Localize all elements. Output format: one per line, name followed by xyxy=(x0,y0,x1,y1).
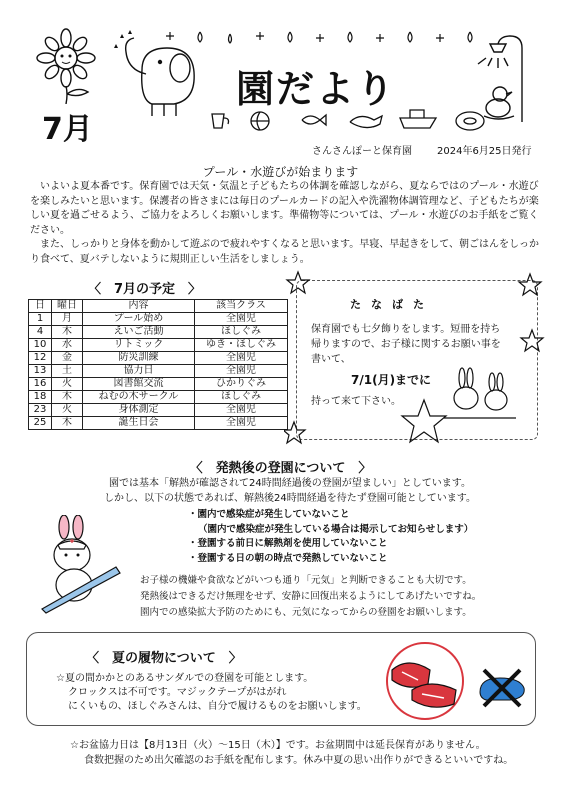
table-cell: 4 xyxy=(29,326,52,339)
column-header: 曜日 xyxy=(52,300,83,313)
table-cell: えいご活動 xyxy=(83,326,195,339)
table-cell: 全園児 xyxy=(195,365,288,378)
tanabata-deadline: 7/1(月)までに xyxy=(351,373,432,387)
table-cell: ほしぐみ xyxy=(195,391,288,404)
table-cell: 全園児 xyxy=(195,352,288,365)
note-line: 園内での感染拡大予防のためにも、元気になってからの登園をお願いします。 xyxy=(140,607,472,618)
summer-shoes-text xyxy=(56,672,367,714)
table-cell: 木 xyxy=(52,326,83,339)
sunflower-illustration xyxy=(28,28,112,104)
schedule-table xyxy=(28,299,288,430)
shoes-line: ☆夏の間かかとのあるサンダルでの登園を可能とします。 xyxy=(56,673,314,684)
table-cell: 木 xyxy=(52,417,83,430)
table-cell: 火 xyxy=(52,378,83,391)
table-row xyxy=(29,404,288,417)
table-cell: 25 xyxy=(29,417,52,430)
pool-heading: プール・水遊びが始まります xyxy=(202,165,359,179)
fever-conditions-list xyxy=(188,508,473,566)
fever-notes xyxy=(140,573,481,621)
tanabata-closing: 持って来て下さい。 xyxy=(311,396,401,407)
list-item: ・登園する前日に解熱剤を使用していないこと xyxy=(188,538,388,549)
table-row xyxy=(29,339,288,352)
table-cell: 16 xyxy=(29,378,52,391)
intro-paragraph: また、しっかりと身体を動かして遊ぶので疲れやすくなると思います。早寝、早起きをして、朝ごはんをしっかり食べて、夏バテしないように規則正しい生活をしましょう。 xyxy=(30,239,539,265)
note-line: お子様の機嫌や食欲などがいつも通り「元気」と判断できることも大切です。 xyxy=(140,575,472,586)
table-cell: 12 xyxy=(29,352,52,365)
shoes-line: にくいもの、ほしぐみさんは、自分で履けるものをお願いします。 xyxy=(68,701,367,712)
tanabata-heading: たなばた xyxy=(350,298,434,311)
table-cell: プール始め xyxy=(83,313,195,326)
footer-line: ☆お盆協力日は【8月13日（火）～15日（木）】です。お盆期間中は延長保育がありません。 xyxy=(70,740,486,751)
column-header: 内容 xyxy=(83,300,195,313)
list-item: （園内で感染症が発生している場合は掲示してお知らせします） xyxy=(198,523,474,535)
table-cell: 全園児 xyxy=(195,404,288,417)
nurse-bunny-thermometer-illustration xyxy=(34,515,134,615)
table-row xyxy=(29,417,288,430)
table-cell: ほしぐみ xyxy=(195,326,288,339)
fever-section-title: 〈 発熱後の登園について 〉 xyxy=(189,461,372,476)
sandals-illustration xyxy=(378,640,472,722)
table-cell: 18 xyxy=(29,391,52,404)
table-cell: 水 xyxy=(52,339,83,352)
table-cell: 1 xyxy=(29,313,52,326)
table-cell: 図書館交流 xyxy=(83,378,195,391)
water-drops-decoration xyxy=(160,26,490,50)
table-header-row xyxy=(29,300,288,313)
fever-intro xyxy=(50,476,530,506)
fever-intro-line: しかし、以下の状態であれば、解熱後24時間経過を待たず登園可能としています。 xyxy=(104,493,476,504)
tanabata-text: 保育園でも七夕飾りをします。短冊を持ち帰りますので、お子様に関するお願い事を書いて、 xyxy=(311,324,501,365)
bunnies-illustration xyxy=(440,362,520,422)
intro-paragraph: いよいよ夏本番です。保育園では天気・気温と子どもたちの体調を確認しながら、夏ならではのプール・水遊びを楽しみたいと思います。保護者の皆さまには毎日のプールカードの記入や洗濯物体調管理など、子どもたちが楽しい夏を過ごせるよう、ご協力をよろしくお願いします。準備物等については、プール・水遊びのお手紙をご覧ください。 xyxy=(30,181,539,236)
footer-line: 食数把握のため出欠確認のお手紙を配布します。休み中夏の思い出作りができるといいですね。 xyxy=(84,755,514,766)
summer-shoes-title: 〈 夏の履物について 〉 xyxy=(86,651,242,666)
table-row xyxy=(29,326,288,339)
note-line: 発熱後はできるだけ無理をせず、安静に回復出来るようにしてあげたいですね。 xyxy=(140,591,482,602)
table-cell: 全園児 xyxy=(195,417,288,430)
month-label: 7月 xyxy=(42,112,93,147)
table-cell: 10 xyxy=(29,339,52,352)
table-cell: リトミック xyxy=(83,339,195,352)
list-item: ・登園する日の朝の時点で発熱していないこと xyxy=(188,552,388,564)
table-cell: 誕生日会 xyxy=(83,417,195,430)
issuer-name: さんさんぽーと保育園 xyxy=(312,146,412,157)
table-row xyxy=(29,378,288,391)
table-cell: ゆき・ほしぐみ xyxy=(195,339,288,352)
column-header: 日 xyxy=(29,300,52,313)
column-header: 該当クラス xyxy=(195,300,288,313)
table-cell: 火 xyxy=(52,404,83,417)
issue-date: 2024年6月25日発行 xyxy=(437,146,532,157)
table-cell: 全園児 xyxy=(195,313,288,326)
table-cell: 木 xyxy=(52,391,83,404)
schedule-title: 〈 7月の予定 〉 xyxy=(88,282,202,297)
table-cell: ねむの木サークル xyxy=(83,391,195,404)
crocs-not-allowed-icon xyxy=(474,664,530,710)
table-cell: 土 xyxy=(52,365,83,378)
table-cell: 13 xyxy=(29,365,52,378)
table-row xyxy=(29,352,288,365)
table-cell: 身体測定 xyxy=(83,404,195,417)
footer-notice xyxy=(70,738,513,768)
table-cell: 23 xyxy=(29,404,52,417)
list-item: ・園内で感染症が発生していないこと xyxy=(188,509,350,520)
shoes-line: クロックスは不可です。マジックテープがはがれ xyxy=(68,687,287,698)
intro-text xyxy=(30,180,545,267)
fever-intro-line: 園では基本「解熱が確認されて24時間経過後の登園が望ましい」としています。 xyxy=(109,478,471,489)
table-cell: 月 xyxy=(52,313,83,326)
newsletter-title: 園だより xyxy=(236,67,397,111)
table-cell: ひかりぐみ xyxy=(195,378,288,391)
table-cell: 金 xyxy=(52,352,83,365)
table-row xyxy=(29,365,288,378)
table-row xyxy=(29,313,288,326)
table-cell: 防災訓練 xyxy=(83,352,195,365)
table-cell: 協力日 xyxy=(83,365,195,378)
table-row xyxy=(29,391,288,404)
